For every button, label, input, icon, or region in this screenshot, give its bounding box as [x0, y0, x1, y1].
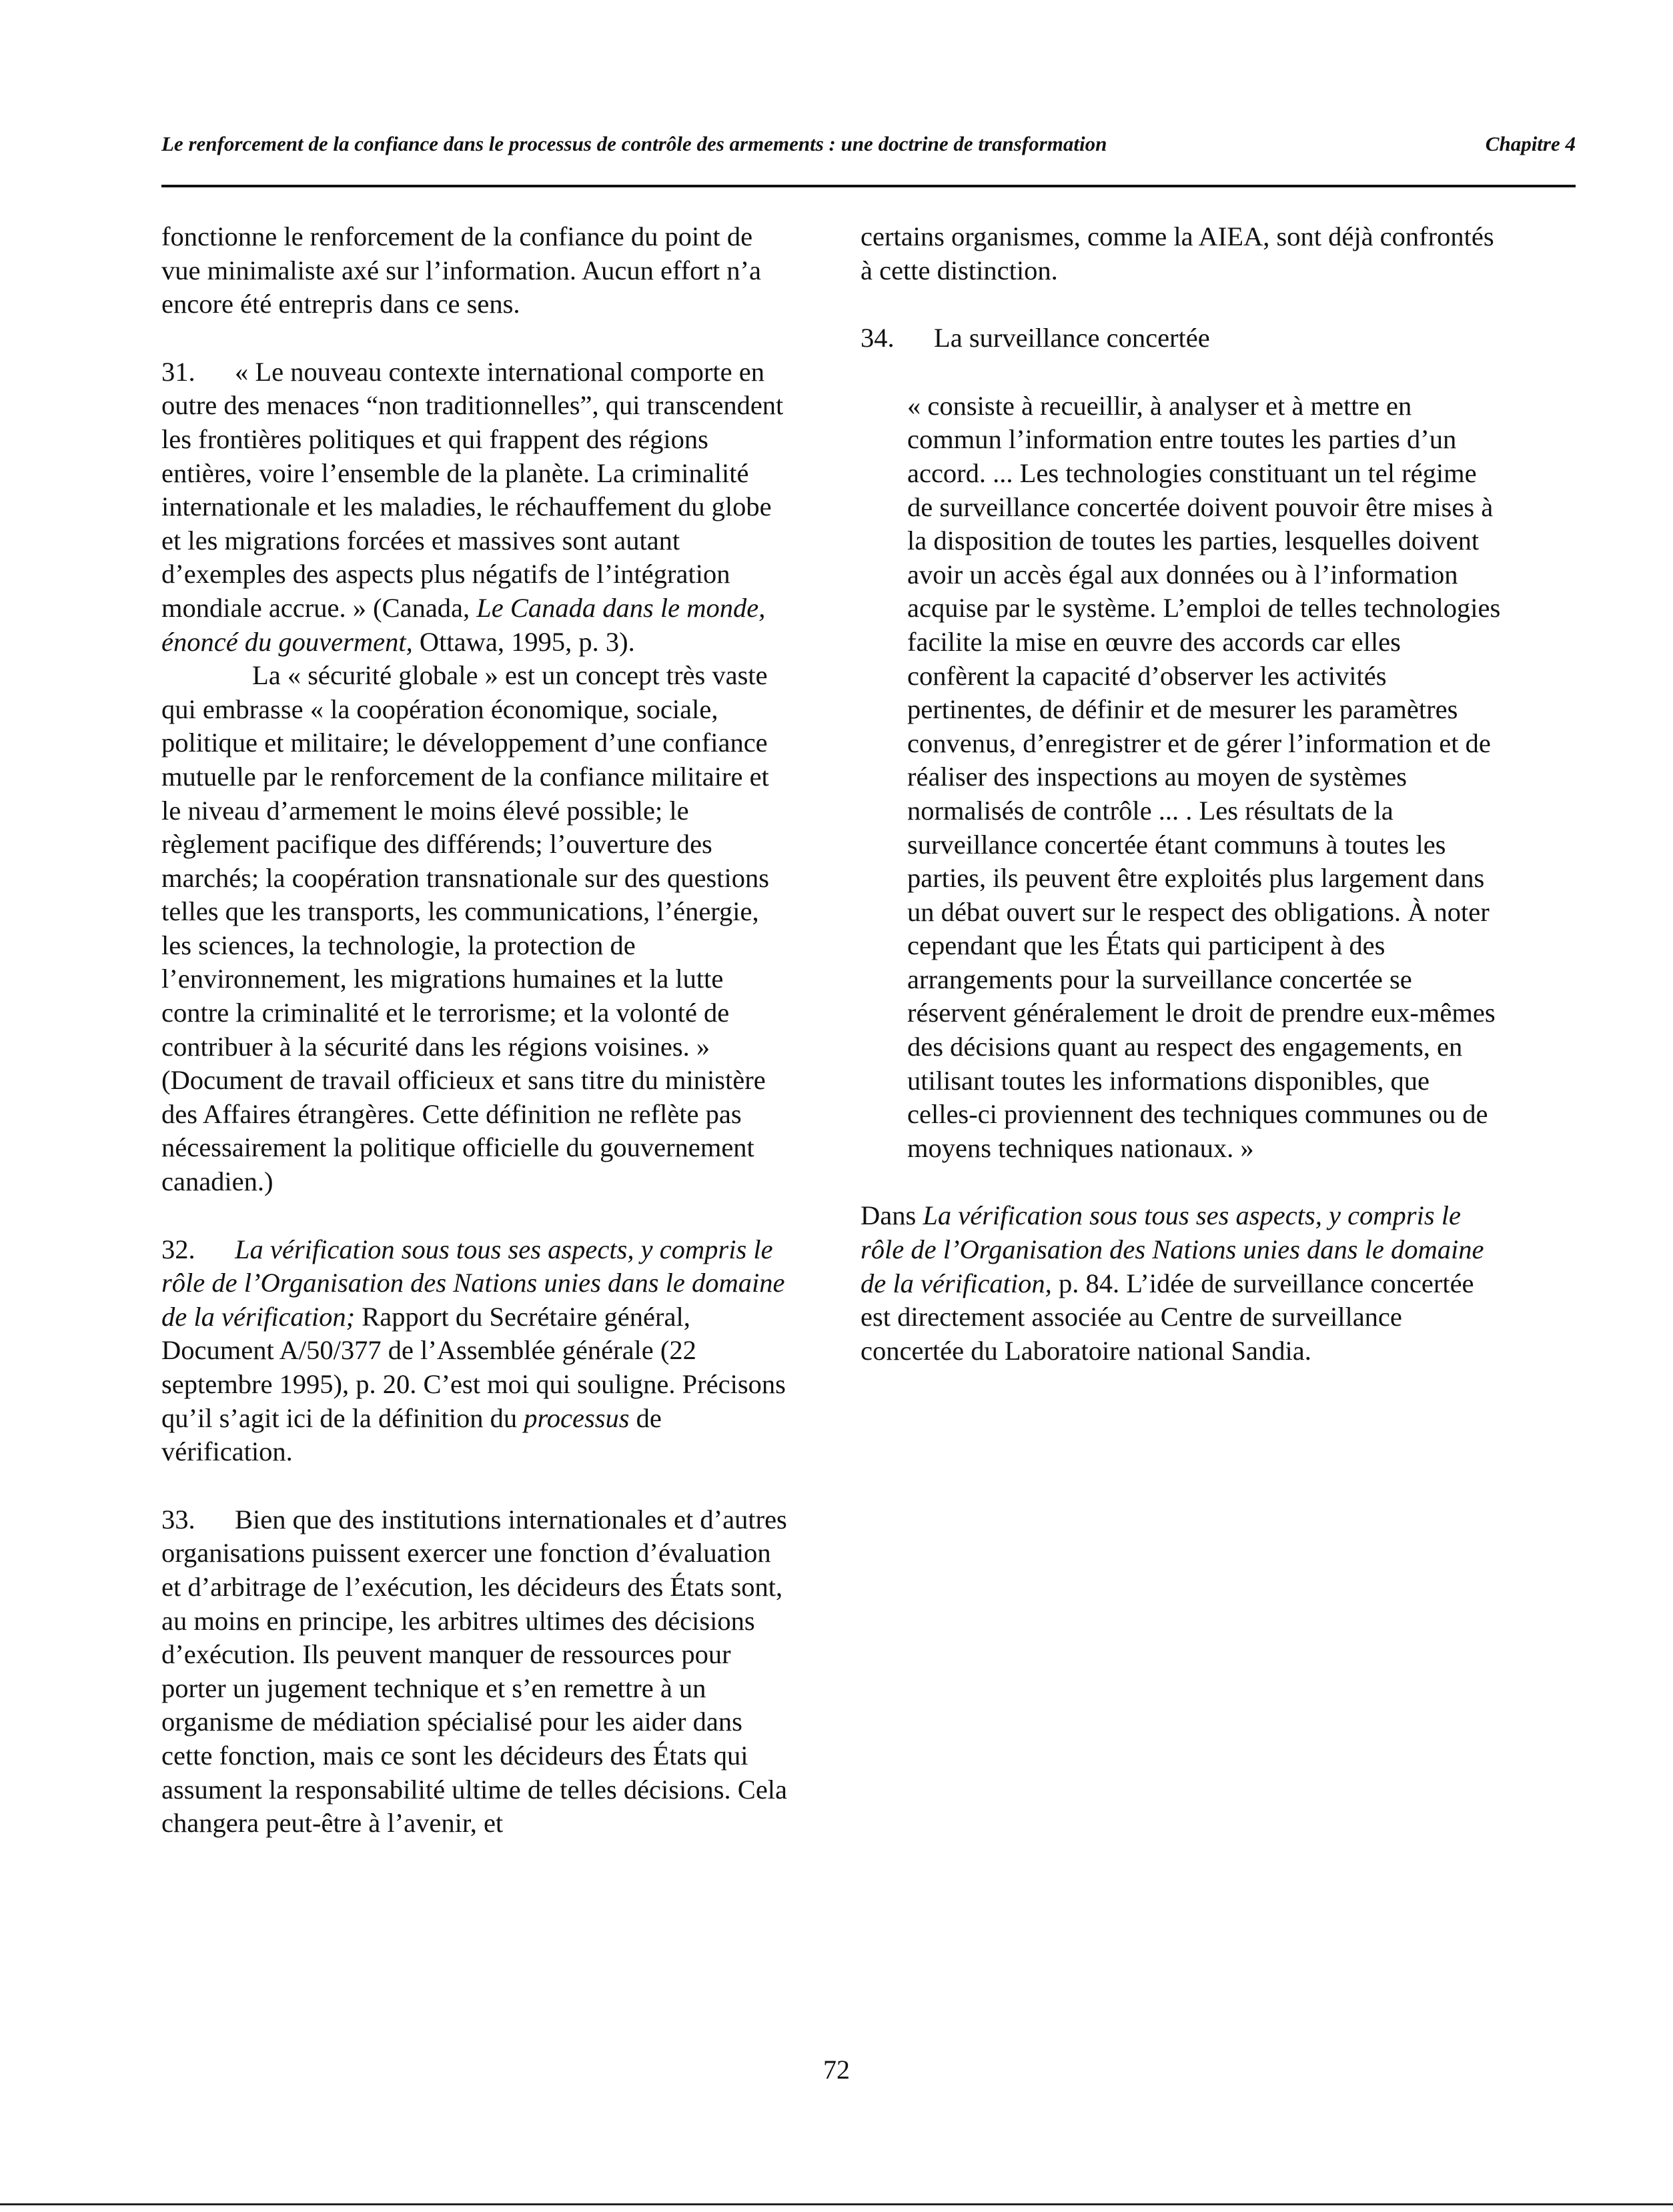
- note-32-citation: La vérification sous tous ses aspects, y compris le rôle de l’Organisation des Nations unies dans le domaine de la vérification;: [161, 1234, 785, 1332]
- right-column: [861, 220, 1501, 1368]
- note-33-number: 33.: [161, 1504, 195, 1534]
- note-34-source-citation: La vérification sous tous ses aspects, y compris le rôle de l’Organisation des Nations unies dans le domaine de la vérification,: [861, 1200, 1484, 1298]
- running-header: [161, 127, 1576, 167]
- note-32-number: 32.: [161, 1234, 195, 1264]
- note-31-text-a: « Le nouveau contexte international comporte en outre des menaces “non traditionnelles”, qui transcendent les frontières politiques et qui frappent des régions entières, voire l’ensemble de la planète. La criminalité internationale et les maladies, le réchauffement du globe et les migrations forcées et massives sont autant d’exemples des aspects plus négatifs de l’intégration mondiale accrue. » (Canada,: [161, 356, 784, 623]
- note-32-text-a: Rapport du Secrétaire général, Document A/50/377 de l’Assemblée générale (22 septembre 1995), p. 20. C’est moi qui souligne. Précisons qu’il s’agit ici de la définition du: [161, 1301, 786, 1433]
- left-column: [161, 220, 788, 1841]
- intro-paragraph: fonctionne le renforcement de la confiance du point de vue minimaliste axé sur l’information. Aucun effort n’a encore été entrepris dans ce sens.: [161, 221, 762, 319]
- note-31-number: 31.: [161, 356, 195, 387]
- note-34-number: 34.: [861, 323, 895, 353]
- header-rule: [161, 185, 1576, 187]
- note-31: [161, 355, 788, 659]
- note-31-citation: Le Canada dans le monde, énoncé du gouverment,: [161, 592, 766, 657]
- chapter-label: Chapitre 4: [1485, 132, 1576, 155]
- note-34-heading-line: [861, 321, 1501, 355]
- note-31-text-b: Ottawa, 1995, p. 3).: [419, 626, 635, 657]
- note-34-heading: La surveillance concertée: [934, 323, 1210, 353]
- note-34-source-a: Dans: [861, 1200, 917, 1231]
- note-32: [161, 1233, 788, 1469]
- note-34-source: [861, 1199, 1501, 1368]
- note-34-source-b: p. 84. L’idée de surveillance concertée est directement associée au Centre de surveillance concertée du Laboratoire national Sandia.: [861, 1268, 1474, 1366]
- running-title: Le renforcement de la confiance dans le processus de contrôle des armements : une doctrine de transformation: [161, 132, 1107, 155]
- continuation-paragraph: certains organismes, comme la AIEA, sont déjà confrontés à cette distinction.: [861, 221, 1494, 285]
- note-33-text: Bien que des institutions internationales et d’autres organisations puissent exercer une fonction d’évaluation et d’arbitrage de l’exécution, les décideurs des États sont, au moins en principe, les arbitres ultimes des décisions d’exécution. Ils peuvent manquer de ressources pour porter un jugement technique et s’en remettre à un organisme de médiation spécialisé pour les aider dans cette fonction, mais ce sont les décideurs des États qui assument la responsabilité ultime de telles décisions. Cela changera peut-être à l’avenir, et: [161, 1504, 788, 1839]
- note-32-emphasis: processus: [524, 1402, 630, 1433]
- bottom-edge-rule: [0, 2203, 1673, 2205]
- note-34-quote: « consiste à recueillir, à analyser et à mettre en commun l’information entre toutes les parties d’un accord. ... Les technologies constituant un tel régime de surveillance concertée doivent pouvoir être mises à la disposition de toutes les parties, lesquelles doivent avoir un accès égal aux données ou à l’information acquise par le système. L’emploi de telles technologies facilite la mise en œuvre des accords car elles confèrent la capacité d’observer les activités pertinentes, de définir et de mesurer les paramètres convenus, d’enregistrer et de gérer l’information et de réaliser des inspections au moyen de systèmes normalisés de contrôle ... . Les résultats de la surveillance concertée étant communs à toutes les parties, ils peuvent être exploités plus largement dans un débat ouvert sur le respect des obligations. À noter cependant que les États qui participent à des arrangements pour la surveillance concertée se réservent généralement le droit de prendre eux-mêmes des décisions quant au respect des engagements, en utilisant toutes les informations disponibles, que celles-ci proviennent des techniques communes ou de moyens techniques nationaux. »: [907, 390, 1501, 1163]
- page-number: 72: [823, 2055, 850, 2085]
- note-33: [161, 1503, 788, 1841]
- note-32-text-b: de vérification.: [161, 1402, 662, 1467]
- note-31-paragraph-2: La « sécurité globale » est un concept très vaste qui embrasse « la coopération économique, sociale, politique et militaire; le développement d’une confiance mutuelle par le renforcement de la confiance militaire et le niveau d’armement le moins élevé possible; le règlement pacifique des différends; l’ouverture des marchés; la coopération transnationale sur des questions telles que les transports, les communications, l’énergie, les sciences, la technologie, la protection de l’environnement, les migrations humaines et la lutte contre la criminalité et le terrorisme; et la volonté de contribuer à la sécurité dans les régions voisines. » (Document de travail officieux et sans titre du ministère des Affaires étrangères. Cette définition ne reflète pas nécessairement la politique officielle du gouvernement canadien.): [161, 660, 769, 1197]
